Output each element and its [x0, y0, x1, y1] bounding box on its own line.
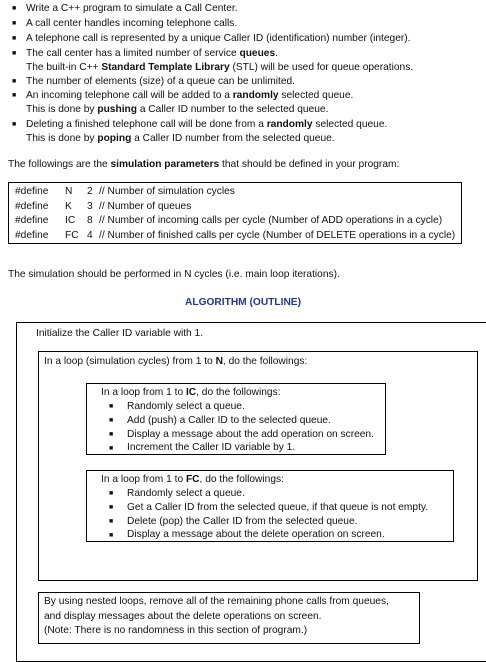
bullet-icon: ■: [12, 20, 17, 27]
add-step: Display a message about the add operation on screen.: [127, 429, 374, 440]
delete-loop-box: [86, 470, 454, 542]
requirement-continuation: This is done by poping a Caller ID number from the selected queue.: [26, 133, 335, 144]
requirement-item: A call center handles incoming telephone calls.: [26, 18, 238, 29]
algorithm-heading: ALGORITHM (OUTLINE): [184, 297, 301, 308]
add-step: Increment the Caller ID variable by 1.: [127, 442, 296, 453]
define-row: #define FC 4 // Number of finished calls per cycle (Number of DELETE operations in a cycle): [15, 229, 456, 241]
define-row: #define IC 8 // Number of incoming calls per cycle (Number of ADD operations in a cycle): [15, 215, 443, 226]
bullet-icon: ■: [109, 445, 114, 452]
bullet-icon: ■: [109, 417, 114, 424]
cleanup-box: [38, 592, 420, 644]
requirement-item: The number of elements (size) of a queue can be unlimited.: [26, 76, 295, 87]
cleanup-line: and display messages about the delete operations on screen.: [44, 610, 322, 622]
bullet-icon: ■: [12, 5, 17, 12]
requirement-item: Deleting a finished telephone call will be done from a randomly selected queue.: [26, 119, 388, 130]
bullet-icon: ■: [12, 121, 17, 128]
add-step: Add (push) a Caller ID to the selected queue.: [127, 415, 331, 426]
delete-loop-title: In a loop from 1 to FC, do the followings:: [101, 474, 284, 485]
bullet-icon: ■: [109, 504, 114, 511]
delete-step: Delete (pop) the Caller ID from the selected queue.: [127, 516, 358, 527]
requirement-item: A telephone call is represented by a unique Caller ID (identification) number (integer).: [26, 33, 411, 44]
bullet-icon: ■: [12, 92, 17, 99]
delete-step: Get a Caller ID from the selected queue, if that queue is not empty.: [127, 502, 429, 513]
cleanup-line: (Note: There is no randomness in this section of program.): [44, 625, 308, 636]
define-row: #define K 3 // Number of queues: [15, 200, 192, 212]
main-loop-title: In a loop (simulation cycles) from 1 to N, do the followings:: [44, 356, 308, 367]
init-step: Initialize the Caller ID variable with 1.: [36, 328, 204, 339]
requirement-item: An incoming telephone call will be added to a randomly selected queue.: [26, 90, 354, 101]
requirement-continuation: This is done by pushing a Caller ID number to the selected queue.: [26, 104, 329, 115]
delete-step: Randomly select a queue.: [127, 488, 245, 499]
parameters-intro: The followings are the simulation parameters that should be defined in your program:: [8, 159, 400, 170]
cleanup-line: By using nested loops, remove all of the remaining phone calls from queues,: [44, 596, 389, 607]
add-step: Randomly select a queue.: [127, 401, 245, 412]
delete-step: Display a message about the delete operation on screen.: [127, 529, 385, 540]
defines-box: [8, 182, 462, 244]
bullet-icon: ■: [109, 490, 114, 497]
simulation-note: The simulation should be performed in N cycles (i.e. main loop iterations).: [8, 269, 340, 280]
bullet-icon: ■: [109, 431, 114, 438]
bullet-icon: ■: [12, 50, 17, 57]
requirement-item: Write a C++ program to simulate a Call Center.: [26, 3, 238, 14]
bullet-icon: ■: [109, 532, 114, 539]
bullet-icon: ■: [109, 518, 114, 525]
bullet-icon: ■: [109, 403, 114, 410]
bullet-icon: ■: [12, 35, 17, 42]
define-row: #define N 2 // Number of simulation cycles: [15, 186, 235, 197]
requirement-continuation: The built-in C++ Standard Template Library (STL) will be used for queue operations.: [26, 62, 414, 73]
bullet-icon: ■: [12, 78, 17, 85]
add-loop-title: In a loop from 1 to IC, do the followings:: [101, 387, 281, 398]
add-loop-box: [86, 383, 386, 455]
requirement-item: The call center has a limited number of service queues.: [26, 48, 278, 59]
